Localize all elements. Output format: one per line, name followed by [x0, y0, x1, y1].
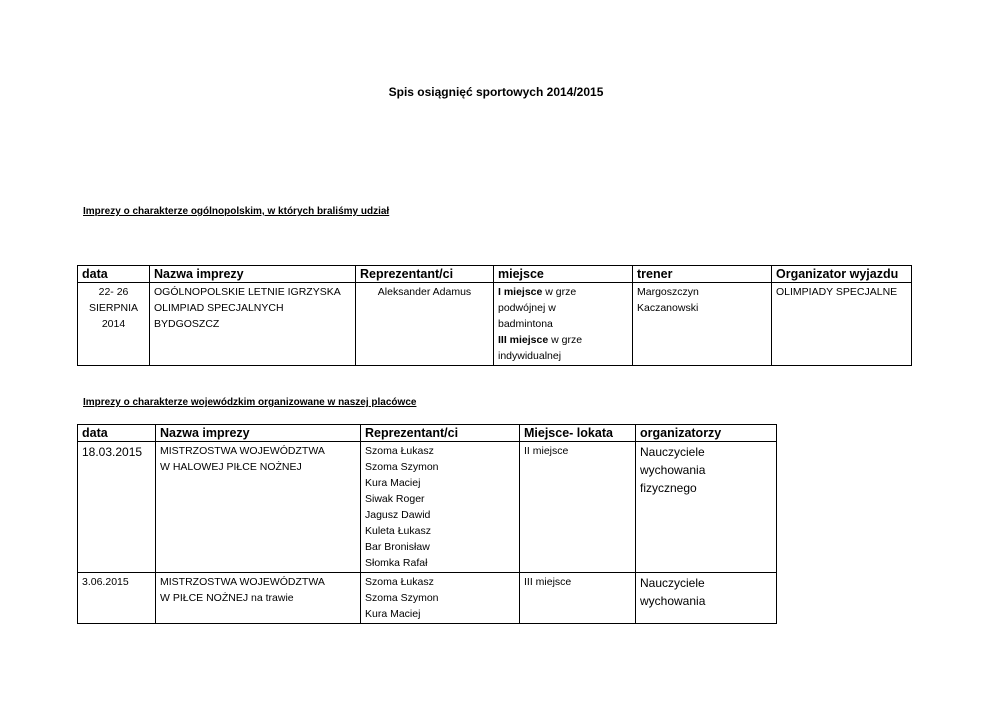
- cell-event: MISTRZOSTWA WOJEWÓDZTWA W PIŁCE NOŻNEJ na trawie: [156, 573, 361, 624]
- col-header-coach: trener: [633, 266, 772, 283]
- section-heading-regional: Imprezy o charakterze wojewódzkim organizowane w naszej placówce: [83, 397, 417, 408]
- col-header-representatives: Reprezentant/ci: [361, 425, 520, 442]
- col-header-representative: Reprezentant/ci: [356, 266, 494, 283]
- table-row: [78, 442, 777, 573]
- cell-date: 22- 26 SIERPNIA 2014: [78, 283, 150, 366]
- section-heading-national: Imprezy o charakterze ogólnopolskim, w których braliśmy udział: [83, 206, 390, 217]
- table-header-row: [78, 425, 777, 442]
- cell-coach: Margoszczyn Kaczanowski: [633, 283, 772, 366]
- cell-representatives: Szoma Łukasz Szoma Szymon Kura Maciej Siwak Roger Jagusz Dawid Kuleta Łukasz Bar Bronisław Słomka Rafał: [361, 442, 520, 573]
- cell-representative: Aleksander Adamus: [356, 283, 494, 366]
- cell-place: III miejsce: [520, 573, 636, 624]
- col-header-event: Nazwa imprezy: [150, 266, 356, 283]
- col-header-place: miejsce: [494, 266, 633, 283]
- table-row: [78, 573, 777, 624]
- page-title: Spis osiągnięć sportowych 2014/2015: [388, 85, 604, 99]
- cell-event: MISTRZOSTWA WOJEWÓDZTWA W HALOWEJ PIŁCE NOŻNEJ: [156, 442, 361, 573]
- col-header-date: data: [78, 425, 156, 442]
- col-header-organizer: Organizator wyjazdu: [772, 266, 912, 283]
- table-row: [78, 283, 912, 366]
- national-events-table: [77, 265, 912, 366]
- col-header-organizers: organizatorzy: [636, 425, 777, 442]
- cell-date: 3.06.2015: [78, 573, 156, 624]
- cell-organizers: Nauczyciele wychowania fizycznego: [636, 442, 777, 573]
- regional-events-table: [77, 424, 777, 624]
- cell-organizer: OLIMPIADY SPECJALNE: [772, 283, 912, 366]
- table-header-row: [78, 266, 912, 283]
- col-header-event: Nazwa imprezy: [156, 425, 361, 442]
- cell-place: II miejsce: [520, 442, 636, 573]
- cell-organizers: Nauczyciele wychowania: [636, 573, 777, 624]
- cell-representatives: Szoma Łukasz Szoma Szymon Kura Maciej: [361, 573, 520, 624]
- col-header-date: data: [78, 266, 150, 283]
- cell-place: I miejsce w grze podwójnej w badmintona III miejsce w grze indywidualnej: [494, 283, 633, 366]
- cell-event: OGÓLNOPOLSKIE LETNIE IGRZYSKA OLIMPIAD SPECJALNYCH BYDGOSZCZ: [150, 283, 356, 366]
- col-header-place: Miejsce- lokata: [520, 425, 636, 442]
- cell-date: 18.03.2015: [78, 442, 156, 573]
